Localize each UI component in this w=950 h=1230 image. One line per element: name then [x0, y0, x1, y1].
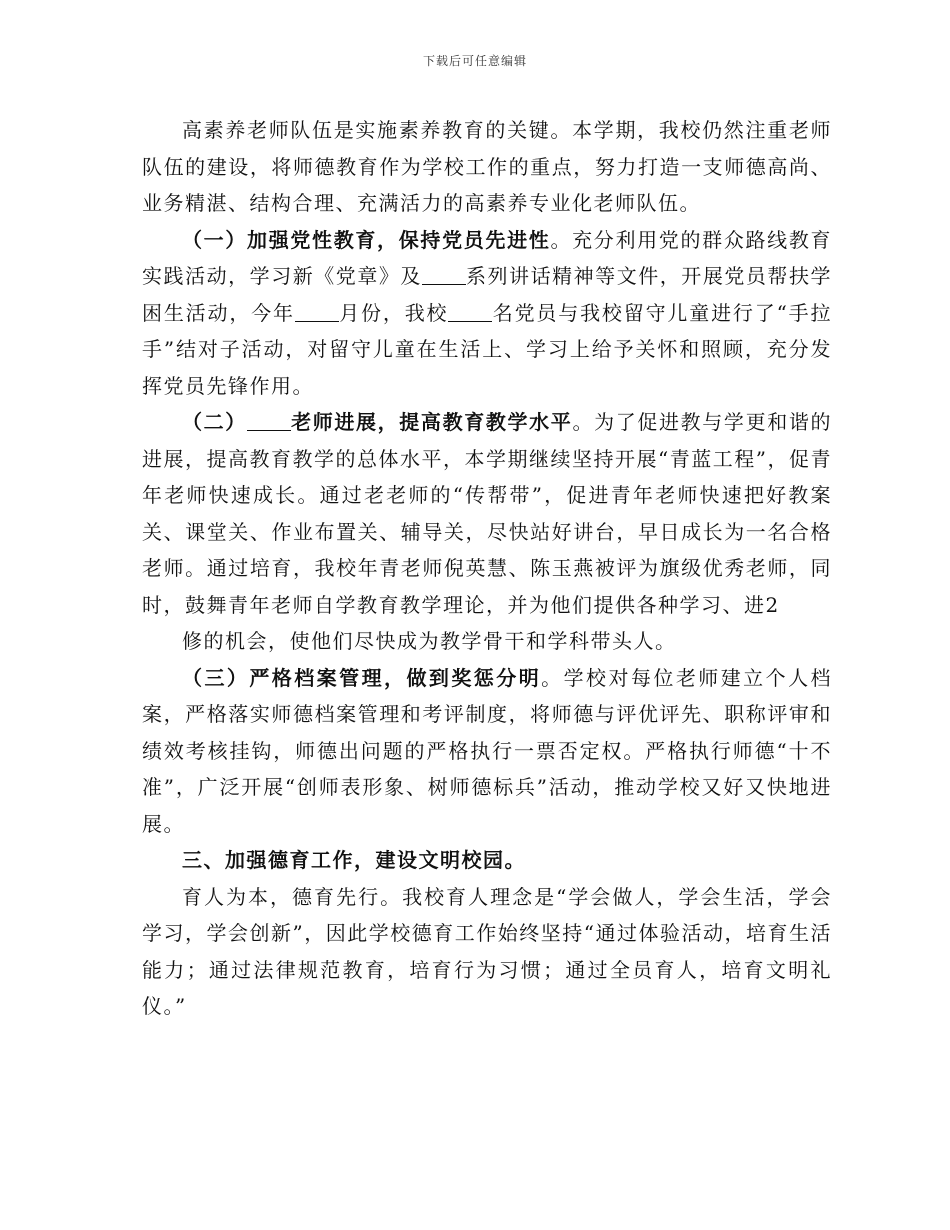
paragraph-text: 系列讲话精神等文件，开展党员帮扶学困生活动，今年 — [142, 264, 833, 325]
section-heading-two — [182, 410, 572, 434]
paragraph-moral-education: 育人为本，德育先行。我校育人理念是“学会做人，学会生活，学会学习，学会创新”，因此学校德育工作始终坚持“通过体验活动，培育生活能力；通过法律规范教育，培育行为习惯；通过全员育人，培育文明礼仪。” — [142, 884, 832, 1018]
paragraph-text: 名党员与我校留守儿童进行了“手拉手”结对子活动，对留守儿童在生活上、学习上给予关怀和照顾，充分发挥党员先锋作用。 — [142, 300, 833, 398]
blank-underline — [448, 301, 492, 322]
paragraph-text: 。学校对每位老师建立个人档案，严格落实师德档案管理和考评制度，将师德与评优评先、职称评审和绩效考核挂钩，师德出问题的严格执行一票否定权。严格执行师德“十不准”，广泛开展“创师表形象、树师德标兵”活动，推动学校又好又快地进展。 — [142, 665, 833, 836]
paragraph-text: 。为了促进教与学更和谐的进展，提高教育教学的总体水平，本学期继续坚持开展“青蓝工程”，促青年老师快速成长。通过老老师的“传帮带”，促进青年老师快速把好教案关、课堂关、作业布置关、辅导关，尽快站好讲台，早日成长为一名合格老师。通过培育，我校年青老师倪英慧、陈玉燕被评为旗级优秀老师，同时，鼓舞青年老师自学教育教学理论，并为他们提供各种学习、进2 — [142, 410, 833, 617]
blank-underline — [422, 264, 466, 285]
blank-underline — [295, 301, 339, 322]
document-body — [142, 112, 832, 1025]
page-header: 下载后可任意编辑 — [422, 54, 527, 68]
paragraph-text: 月份，我校 — [338, 300, 449, 325]
paragraph-text: 。充分利用党的群众路线教育实践活动，学习新《党章》及 — [142, 227, 833, 288]
paragraph-intro: 高素养老师队伍是实施素养教育的关键。本学期，我校仍然注重老师队伍的建设，将师德教育作为学校工作的重点，努力打造一支师德高尚、业务精湛、结构合理、充满活力的高素养专业化老师队伍。 — [142, 118, 832, 215]
paragraph-archive-management — [142, 660, 832, 843]
paragraph-party-education — [142, 222, 832, 405]
heading-text: （二） — [182, 410, 247, 434]
blank-underline — [247, 410, 291, 431]
section-heading-one: （一）加强党性教育，保持党员先进性 — [182, 227, 551, 252]
heading-text: 老师进展，提高教育教学水平 — [290, 410, 573, 434]
paragraph-continuation: 修的机会，使他们尽快成为教学骨干和学科带头人。 — [182, 629, 677, 653]
paragraph-teacher-development — [142, 404, 832, 623]
chapter-heading: 三、加强德育工作，建设文明校园。 — [182, 848, 526, 872]
section-heading-three: （三）严格档案管理，做到奖惩分明 — [182, 665, 542, 690]
